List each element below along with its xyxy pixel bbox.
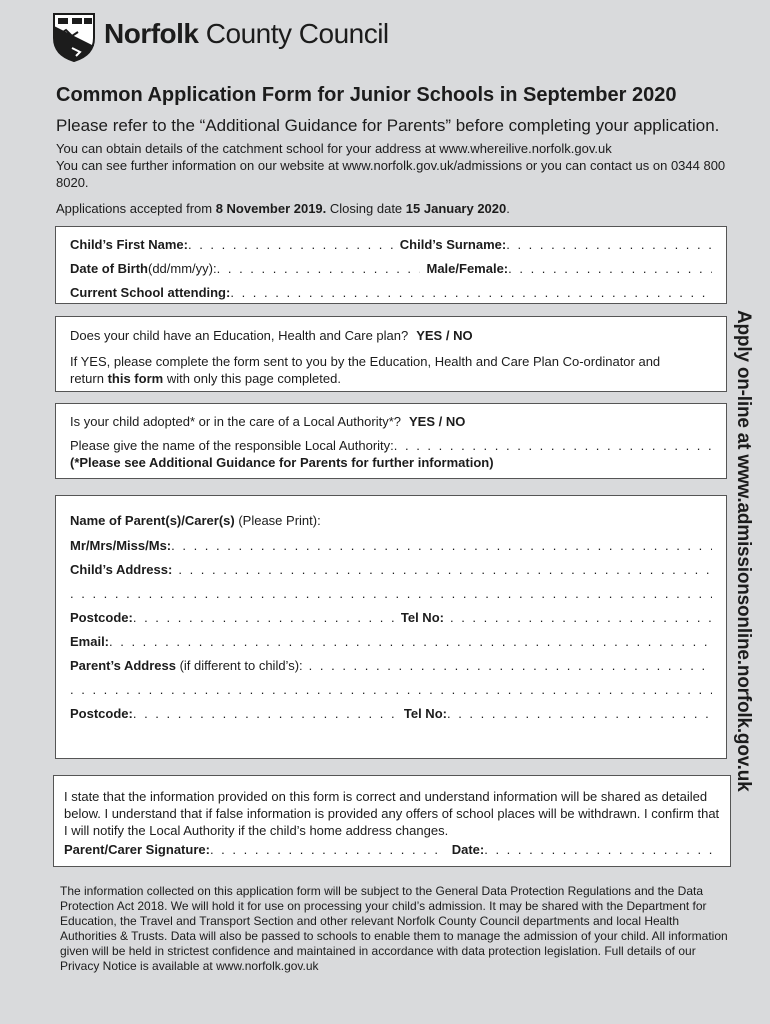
dob-field[interactable] [217,260,421,277]
tel-label: Tel No: [400,610,444,625]
surname-field[interactable] [506,236,712,253]
ehc-note [70,353,670,387]
open-date: 8 November 2019. [215,201,327,216]
parent-address-label [70,657,303,674]
parent-names-hint: (Please Print): [234,513,321,528]
dates-mid: Closing date [326,201,406,216]
first-name-label: Child’s First Name: [70,237,188,252]
dob-label [70,260,217,277]
dates-suffix: . [506,201,510,216]
tel2-field[interactable] [447,705,712,722]
adopted-question-text: Is your child adopted* or in the care of a Local Authority*? [70,414,401,429]
apply-online-banner: Apply on-line at www.admissionsonline.norfolk.gov.uk [733,310,754,792]
adopted-question [70,413,712,430]
address-label: Child’s Address: [70,562,173,577]
privacy-notice: The information collected on this application form will be subject to the General Data Protection Regulations and the Data Protection Act 2018. We will hold it for use on processing your child’s admission. It may be shared with the Department for Education, the Travel and Transport Section and other relevant Norfolk County Council departments and local Health Authorities & Trusts. Data will also be passed to schools to enable them to manage the admission of your child. All information given will be held in strictest confidence and maintained in accordance with data protection legislation. Full details of our Privacy Notice is available at www.norfolk.gov.uk [60,884,728,973]
title-field[interactable] [171,537,712,554]
authority-field[interactable] [394,437,712,454]
ehc-note-suffix: with only this page completed. [163,371,341,386]
intro-section [56,116,746,216]
ehc-note-bold: this form [107,371,164,386]
ehc-plan-box [55,316,727,392]
child-details-box [55,226,727,304]
parent-address-line-2-field[interactable] [70,681,712,698]
title-label: Mr/Mrs/Miss/Ms: [70,538,172,553]
address-line-2-field[interactable] [70,585,712,602]
norfolk-crest-logo [52,12,96,62]
ehc-yes-no[interactable]: YES / NO [416,328,473,343]
signature-field[interactable] [210,841,446,858]
first-name-field[interactable] [188,236,394,253]
tel-field[interactable] [450,609,712,626]
form-title: Common Application Form for Junior Schools in September 2020 [56,84,677,106]
date-label: Date: [451,842,485,857]
dob-format: (dd/mm/yy): [148,261,217,276]
parent-address-label-text: Parent’s Address [70,658,176,673]
dates-prefix: Applications accepted from [56,201,216,216]
adopted-box [55,403,727,479]
email-field[interactable] [109,633,712,650]
ehc-question [70,327,712,344]
postcode-field[interactable] [133,609,395,626]
postcode2-field[interactable] [133,705,398,722]
dob-label-text: Date of Birth [70,261,148,276]
council-name-bold: Norfolk [104,18,199,49]
parent-address-field[interactable] [309,657,712,674]
application-dates [56,201,746,216]
signature-label: Parent/Carer Signature: [64,842,210,857]
tel2-label: Tel No: [403,706,447,721]
postcode2-label: Postcode: [70,706,133,721]
surname-label: Child’s Surname: [399,237,507,252]
email-label: Email: [70,634,110,649]
adopted-footnote: (*Please see Additional Guidance for Parents for further information) [70,455,494,470]
ehc-question-text: Does your child have an Education, Health and Care plan? [70,328,409,343]
declaration-text: I state that the information provided on this form is correct and understand information will be shared as detailed below. I understand that if false information is provided any offers of school places will be withdrawn. I confirm that I will notify the Local Authority if the child’s home address changes. [64,789,720,838]
sex-label: Male/Female: [426,261,509,276]
catchment-info: You can obtain details of the catchment school for your address at www.whereilive.norfolk.gov.uk [56,141,612,156]
close-date: 15 January 2020 [405,201,507,216]
guidance-lead: Please refer to the “Additional Guidance for Parents” before completing your application. [56,116,720,135]
parent-address-hint: (if different to child’s): [175,658,303,673]
adopted-yes-no[interactable]: YES / NO [408,414,466,429]
address-field[interactable] [178,561,712,578]
date-field[interactable] [484,841,720,858]
declaration-box [53,775,731,867]
parent-details-box [55,495,727,759]
school-label: Current School attending: [70,285,231,300]
ehc-note-prefix: If YES, please complete the form sent to you by the Education, Health and Care Plan Co-ordinator and return [70,354,661,386]
parent-names-label [70,512,321,529]
council-name [104,18,389,50]
sex-field[interactable] [508,260,712,277]
authority-label: Please give the name of the responsible Local Authority: [70,438,394,453]
website-info: You can see further information on our website at www.norfolk.gov.uk/admissions or you can contact us on 0344 800 8020. [56,158,726,190]
council-name-rest: County Council [205,18,389,49]
postcode-label: Postcode: [70,610,133,625]
school-field[interactable] [230,284,712,301]
parent-names-label-text: Name of Parent(s)/Carer(s) [70,513,235,528]
